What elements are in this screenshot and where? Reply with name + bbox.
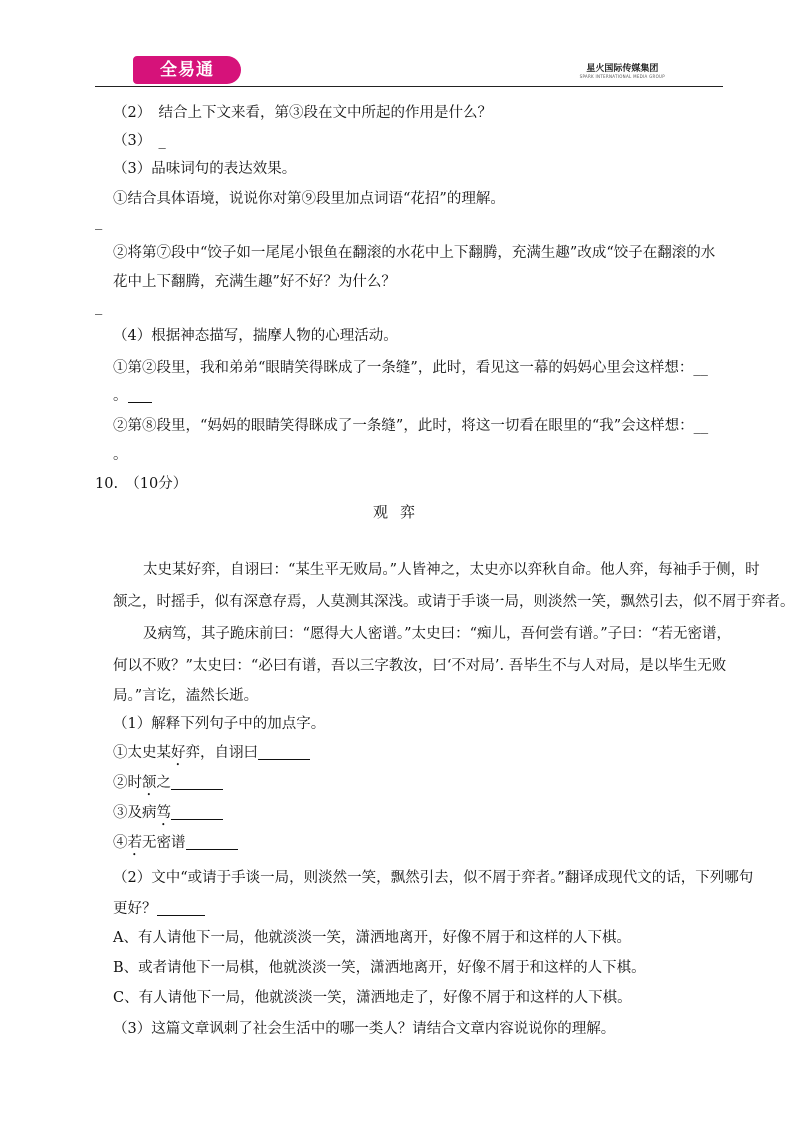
answer-blank: [157, 901, 205, 917]
answer-blank: [171, 805, 223, 821]
dotted-char: 若: [127, 835, 142, 851]
passage-para1-line1: 太史某好弈，自诩曰：“某生平无败局。”人皆神之，太史亦以弈秋自命。他人弈，每袖手于侧，时: [143, 562, 760, 578]
option-b: B、或者请他下一局棋，他就淡淡一笑，潇洒地离开，好像不屑于和这样的人下棋。: [113, 960, 646, 976]
brand-logo: 全易通: [133, 56, 241, 84]
q9-part3-blank: （3） _: [113, 133, 166, 149]
q10-sub1: （1）解释下列句子中的加点字。: [113, 716, 326, 732]
q10-sub1-item2: ②时颔之: [113, 771, 223, 799]
q9-part3-item1: ①结合具体语境，说说你对第⑨段里加点词语“花招”的理解。: [113, 191, 505, 207]
q10-sub1-item1: ①太史某好弈，自诩曰: [113, 741, 310, 769]
passage-title: 观弈: [372, 503, 427, 521]
passage-para1-line2: 颔之，时摇手，似有深意存焉，人莫测其深浅。或请于手谈一局，则淡然一笑，飘然引去，似不屑于弈者。: [113, 594, 795, 610]
q9-part4: （4）根据神态描写，揣摩人物的心理活动。: [113, 328, 398, 344]
q10-sub1-item3: ③及病笃: [113, 801, 223, 829]
q9-part3-item2-line1: ②将第⑦段中“饺子如一尾尾小银鱼在翻滚的水花中上下翻腾，充满生趣”改成“饺子在翻滚的水: [113, 245, 716, 261]
page-header: [95, 50, 723, 87]
q9-part4-item2-end: 。: [113, 447, 128, 463]
publisher-brand: [580, 61, 665, 79]
q9-part4-item1: ①第②段里，我和弟弟“眼睛笑得眯成了一条缝”，此时，看见这一幕的妈妈心里会这样想：__: [113, 360, 708, 376]
passage-para2-line2: 何以不败？”太史曰：“必曰有谱，吾以三字教汝，曰‘不对局’. 吾毕生不与人对局，是以毕生无败: [113, 658, 727, 674]
q9-part2: （2） 结合上下文来看，第③段在文中所起的作用是什么？: [113, 105, 492, 121]
q10-sub2-line1: （2）文中“或请于手谈一局，则淡然一笑，飘然引去，似不屑于弈者。”翻译成现代文的话，下列哪句: [113, 870, 754, 886]
answer-blank: [258, 745, 310, 761]
q10-number: 10. （10分）: [95, 476, 188, 492]
passage-para2-line1: 及病笃，其子跪床前曰：“愿得大人密谱。”太史曰：“痴儿，吾何尝有谱。”子曰：“若无密谱，: [143, 626, 732, 642]
publisher-name: 星火国际传媒集团: [586, 64, 659, 74]
passage-para2-line3: 局。”言讫，溘然长逝。: [113, 688, 259, 704]
q10-sub3: （3）这篇文章讽刺了社会生活中的哪一类人？请结合文章内容说说你的理解。: [113, 1021, 616, 1037]
answer-blank: [186, 835, 238, 851]
answer-blank: [128, 388, 152, 404]
dotted-char: 笃: [156, 805, 171, 821]
answer-dash: _: [95, 214, 103, 230]
q10-sub1-item4: ④若无密谱: [113, 831, 238, 859]
q10-sub2-line2: 更好？: [113, 897, 205, 918]
answer-dash: _: [95, 299, 103, 315]
q9-part3-item2-line2: 花中上下翻腾，充满生趣”好不好？为什么？: [113, 274, 396, 290]
option-c: C、有人请他下一局，他就淡淡一笑，潇洒地走了，好像不屑于和这样的人下棋。: [113, 990, 632, 1006]
q9-part4-item2: ②第⑧段里，“妈妈的眼睛笑得眯成了一条缝”，此时，将这一切看在眼里的“我”会这样想：__: [113, 418, 709, 434]
dotted-char: 好: [171, 745, 186, 761]
publisher-name-en: SPARK INTERNATIONAL MEDIA GROUP: [579, 74, 665, 79]
dotted-char: 颔: [142, 775, 157, 791]
q9-part3: （3）品味词句的表达效果。: [113, 161, 297, 177]
option-a: A、有人请他下一局，他就淡淡一笑，潇洒地离开，好像不屑于和这样的人下棋。: [113, 930, 631, 946]
answer-blank: [171, 775, 223, 791]
q9-part4-item1-end: 。: [113, 384, 152, 405]
